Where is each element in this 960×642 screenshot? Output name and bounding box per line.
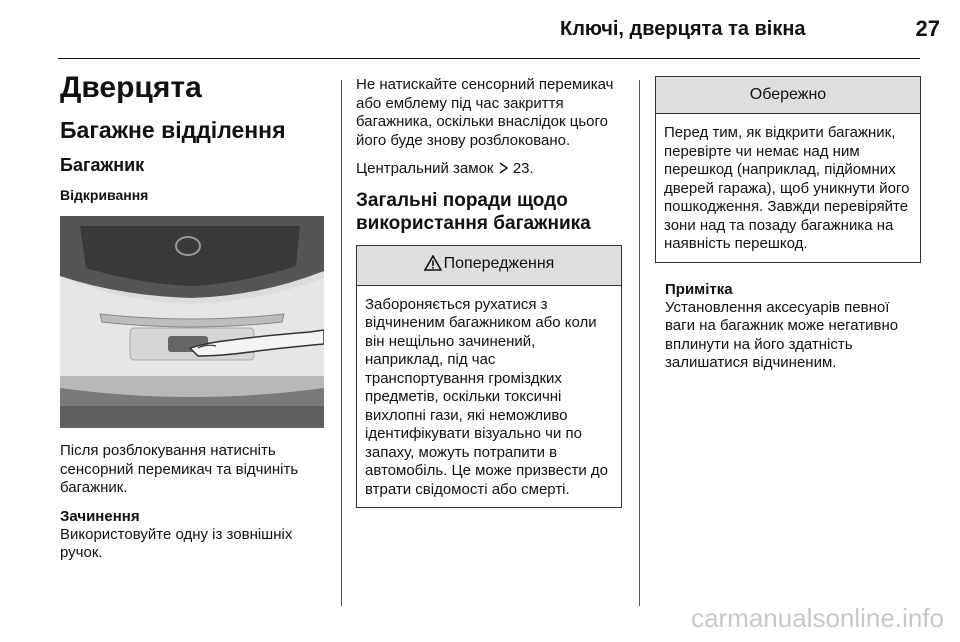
warning-text: Забороняється рухатися з відчиненим багажником або коли він нещільно зачинений, наприклад, під час транспортування громіздких предметів, оскільки токсичні вихлопні гази, які неможливо ідентифікувати візуально чи по запаху, можуть потрапити в автомобіль. Це може призвести до втрати свідомості або смерті.: [365, 295, 609, 498]
page-number: 27: [915, 16, 940, 41]
caution-title: Обережно: [656, 77, 920, 114]
closing-text: Використовуйте одну із зовнішніх ручок.: [60, 525, 293, 561]
warning-triangle-icon: [424, 255, 442, 277]
opening-text: Після розблокування натисніть сенсорний перемикач та відчиніть багажник.: [60, 442, 299, 496]
note-text: Установлення аксесуарів певної ваги на багажник може негативно вплинути на його здатність залишатися відчиненим.: [665, 298, 899, 371]
watermark: carmanualsonline.info: [691, 603, 944, 633]
topic-title: Багажник: [60, 155, 145, 175]
column-3: [655, 76, 921, 383]
warning-title: Попередження: [443, 254, 555, 272]
column-divider-2: [639, 80, 640, 606]
column-1: [60, 70, 328, 573]
central-lock-reference: [356, 160, 622, 179]
warning-box: [356, 245, 622, 509]
header-title: Ключі, дверцята та вікна: [560, 18, 806, 40]
header-rule: [58, 58, 920, 59]
column-2: [356, 76, 622, 508]
subsection-title: Багажне відділення: [60, 117, 286, 143]
section-title: Дверцята: [60, 71, 202, 104]
tips-heading: Загальні поради щодо використання багажника: [356, 189, 591, 234]
reference-arrow-icon: [498, 160, 513, 177]
column-divider-1: [341, 80, 342, 606]
caution-box: [655, 76, 921, 263]
warning-header: [357, 246, 621, 286]
central-lock-page: 23.: [512, 160, 534, 177]
caution-text: Перед тим, як відкрити багажник, перевірте чи немає над ним перешкод (наприклад, підйомних дверей гаража), щоб уникнути його пошкодження. Завжди перевіряйте зони над та позаду багажника на наявність перешкод.: [664, 124, 910, 252]
note-heading: Примітка: [665, 280, 733, 298]
sensor-warning-text: Не натискайте сенсорний перемикач або емблему під час закриття багажника, оскільки внаслідок цього його буде знову розблоковано.: [356, 76, 614, 149]
central-lock-label: Центральний замок: [356, 160, 494, 177]
trunk-illustration: [60, 216, 324, 428]
closing-heading: Зачинення: [60, 507, 140, 525]
opening-heading: Відкривання: [60, 187, 149, 203]
